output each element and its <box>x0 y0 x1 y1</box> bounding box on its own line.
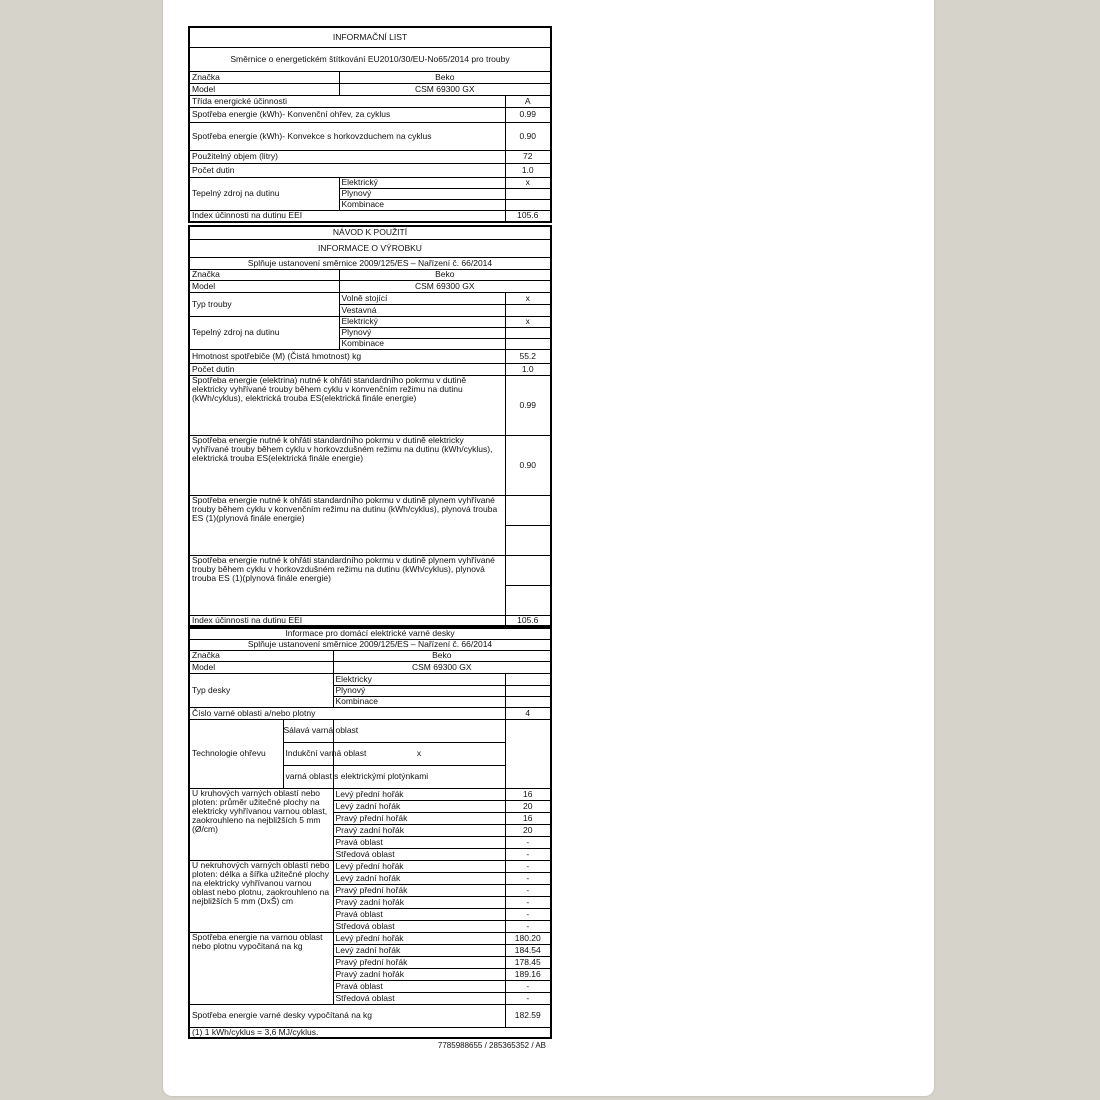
zone-groups <box>189 788 551 1004</box>
hob-type-mark <box>505 673 551 685</box>
round-zone-name: Středová oblast <box>333 848 505 860</box>
heat-option: Kombinace <box>339 199 505 210</box>
es-elec-conv-label: Spotřeba energie (elektrina) nutné k ohřáti standardního pokrmu v dutině elektricky vyhřívané trouby během cyklu v konvenčním režimu na dutinu (kWh/cyklus), elektrická trouba ES(elektrická finále energie) <box>189 375 505 435</box>
hob-title: Informace pro domácí elektrické varné desky <box>189 628 551 639</box>
round-zone-value: 20 <box>505 824 551 836</box>
consumption-zone-name: Pravá oblast <box>333 980 505 992</box>
es-gas-conv-label: Spotřeba energie nutné k ohřáti standardního pokrmu v dutině plynem vyhřívané trouby během cyklu v konvenčním režimu na dutinu (kWh/cyklus), plynová trouba ES (1)(plynová finále energie) <box>189 495 505 555</box>
oven-type-label: Typ trouby <box>189 292 339 316</box>
product-info-title: INFORMACE O VÝROBKU <box>189 239 551 257</box>
oven-type-option: Volně stojící <box>339 292 505 304</box>
es-elec-conv-value: 0.99 <box>505 375 551 435</box>
document-code: 7785988655 / 285365352 / AB <box>437 1041 546 1050</box>
consumption-zone-value: 189.16 <box>505 968 551 980</box>
brand-label: Značka <box>189 71 339 83</box>
energy-class-label: Třída energické účinnosti <box>189 95 505 107</box>
cavities-value: 1.0 <box>505 163 551 177</box>
heat-option-mark <box>505 327 551 338</box>
es-gas-fan-label: Spotřeba energie nutné k ohřáti standardního pokrmu v dutině plynem vyhřívané trouby během cyklu v horkovzdušném režimu na dutinu (kWh/cyklus), plynová trouba ES (1)(plynová finále energie) <box>189 555 505 615</box>
conv-label: Spotřeba energie (kWh)- Konvenční ohřev, za cyklus <box>189 107 505 122</box>
round-zone-name: Pravý zadní hořák <box>333 824 505 836</box>
round-zone-name: Pravý přední hořák <box>333 812 505 824</box>
oven-type-mark <box>505 304 551 316</box>
manual-table <box>188 225 552 627</box>
nonround-zone-value: - <box>505 872 551 884</box>
tech-label: Technologie ohřevu <box>189 719 283 788</box>
heat-option: Elektrický <box>339 177 505 188</box>
nonround-zone-name: Levý přední hořák <box>333 860 505 872</box>
round-zone-name: Pravá oblast <box>333 836 505 848</box>
volume-label: Použitelný objem (litry) <box>189 150 505 163</box>
nonround-zone-name: Středová oblast <box>333 920 505 932</box>
cavities-label: Počet dutin <box>189 163 505 177</box>
tech-option-mark: x <box>333 742 505 765</box>
consumption-zone-name: Levý přední hořák <box>333 932 505 944</box>
tech-option: Indukční varná oblast <box>283 742 333 765</box>
hob-type-option: Plynový <box>333 685 505 696</box>
consumption-zone-row <box>189 932 551 944</box>
model-value: CSM 69300 GX <box>339 83 551 95</box>
consumption-zone-label: Spotřeba energie na varnou oblast nebo plotnu vypočitaná na kg <box>189 932 333 1004</box>
es-elec-fan-label: Spotřeba energie nutné k ohřáti standardního pokrmu v dutině elektricky vyhřívané trouby během cyklu v horkovzdušném režimu na dutinu (kWh/cyklus), elektrická trouba ES(elektrická finále energie) <box>189 435 505 495</box>
nonround-zone-value: - <box>505 884 551 896</box>
heat-option-mark <box>505 188 551 199</box>
es-gas-fan-value2 <box>505 585 551 615</box>
heat-option-mark: x <box>505 316 551 327</box>
zones-value: 4 <box>505 707 551 719</box>
brand-value: Beko <box>339 269 551 280</box>
nonround-zone-value: - <box>505 920 551 932</box>
tech-option-label: Sálavá varná oblast <box>283 725 359 735</box>
oven-type-option: Vestavná <box>339 304 505 316</box>
round-zone-name: Levý zadní hořák <box>333 800 505 812</box>
round-zone-value: 20 <box>505 800 551 812</box>
heat-option: Kombinace <box>339 338 505 349</box>
manual-title: NÁVOD K POUŽITÍ <box>189 226 551 239</box>
model-label: Model <box>189 83 339 95</box>
round-zone-value: - <box>505 848 551 860</box>
model-value: CSM 69300 GX <box>339 280 551 292</box>
brand-label: Značka <box>189 269 339 280</box>
nonround-zone-value: - <box>505 908 551 920</box>
info-sheet-title: INFORMAČNÍ LIST <box>189 27 551 47</box>
consumption-zone-name: Pravý přední hořák <box>333 956 505 968</box>
heat-option-mark: x <box>505 177 551 188</box>
es-elec-fan-value: 0.90 <box>505 435 551 495</box>
round-zone-row <box>189 788 551 800</box>
footnote: (1) 1 kWh/cyklus = 3,6 MJ/cyklus. <box>189 1027 551 1038</box>
nonround-zone-name: Pravý přední hořák <box>333 884 505 896</box>
conv-value: 0.99 <box>505 107 551 122</box>
oven-type-mark: x <box>505 292 551 304</box>
hob-type-option: Elektricky <box>333 673 505 685</box>
volume-value: 72 <box>505 150 551 163</box>
tech-option-mark <box>333 719 505 742</box>
heat-option-mark <box>505 338 551 349</box>
info-sheet-table <box>188 26 552 223</box>
consumption-zone-value: 180.20 <box>505 932 551 944</box>
total-value: 182.59 <box>505 1004 551 1027</box>
zones-label: Číslo varné oblasti a/nebo plotny <box>189 707 505 719</box>
heat-option-mark <box>505 199 551 210</box>
product-fiche <box>188 26 550 1050</box>
model-label: Model <box>189 661 333 673</box>
round-zone-name: Levý přední hořák <box>333 788 505 800</box>
heat-source-label: Tepelný zdroj na dutinu <box>189 177 339 210</box>
consumption-zone-name: Levý zadní hořák <box>333 944 505 956</box>
es-gas-conv-value <box>505 495 551 525</box>
cavities-label: Počet dutin <box>189 363 505 375</box>
energy-class-value: A <box>505 95 551 107</box>
heat-source-label: Tepelný zdroj na dutinu <box>189 316 339 349</box>
eei-value: 105.6 <box>505 615 551 626</box>
nonround-zone-name: Levý zadní hořák <box>333 872 505 884</box>
total-label: Spotřeba energie varné desky vypočítaná na kg <box>189 1004 505 1027</box>
info-sheet-directive: Směrnice o energetickém štítkování EU2010/30/EU-No65/2014 pro trouby <box>189 47 551 71</box>
consumption-zone-value: 184.54 <box>505 944 551 956</box>
tech-option <box>283 719 359 742</box>
manual-directive: Splňuje ustanovení směrnice 2009/125/ES – Nařízení č. 66/2014 <box>189 257 551 269</box>
hob-type-label: Typ desky <box>189 673 333 707</box>
brand-label: Značka <box>189 650 333 661</box>
brand-value: Beko <box>339 71 551 83</box>
consumption-zone-value: - <box>505 992 551 1004</box>
nonround-zone-value: - <box>505 860 551 872</box>
cavities-value: 1.0 <box>505 363 551 375</box>
model-value: CSM 69300 GX <box>333 661 551 673</box>
consumption-zone-value: - <box>505 980 551 992</box>
nonround-zone-name: Pravý zadní hořák <box>333 896 505 908</box>
mass-value: 55.2 <box>505 349 551 363</box>
brand-value: Beko <box>333 650 551 661</box>
fan-value: 0.90 <box>505 122 551 150</box>
consumption-zone-name: Pravý zadní hořák <box>333 968 505 980</box>
heat-option: Elektrický <box>339 316 505 327</box>
model-label: Model <box>189 280 339 292</box>
mass-label: Hmotnost spotřebiče (M) (Čistá hmotnost) kg <box>189 349 505 363</box>
es-gas-conv-value2 <box>505 525 551 555</box>
round-zone-value: 16 <box>505 812 551 824</box>
hob-type-mark <box>505 685 551 696</box>
hob-directive: Splňuje ustanovení směrnice 2009/125/ES – Nařízení č. 66/2014 <box>189 639 551 650</box>
eei-label: Index účinnosti na dutinu EEI <box>189 615 505 626</box>
round-zone-value: 16 <box>505 788 551 800</box>
nonround-zone-row <box>189 860 551 872</box>
round-zone-label: U kruhových varných oblastí nebo ploten: průměr užitečné plochy na elektricky vyhřívanou varnou oblast, zaokrouhleno na nejbližších 5 mm (Ø/cm) <box>189 788 333 860</box>
fan-label: Spotřeba energie (kWh)- Konvekce s horkovzduchem na cyklus <box>189 122 505 150</box>
eei-value: 105.6 <box>505 210 551 222</box>
nonround-zone-name: Pravá oblast <box>333 908 505 920</box>
eei-label: Index účinnosti na dutinu EEI <box>189 210 505 222</box>
hob-type-option: Kombinace <box>333 696 505 707</box>
heat-option: Plynový <box>339 327 505 338</box>
consumption-zone-name: Středová oblast <box>333 992 505 1004</box>
hob-table <box>188 627 552 1039</box>
heat-option: Plynový <box>339 188 505 199</box>
es-gas-fan-value <box>505 555 551 585</box>
tech-option: varná oblast s elektrickými plotýnkami <box>283 765 333 788</box>
round-zone-value: - <box>505 836 551 848</box>
nonround-zone-label: U nekruhových varných oblastí nebo ploten: délka a šířka užitečné plochy na elektricky vyhřívanou varnou oblast nebo plotnu, zaokrouhleno na nejbližších 5 mm (DxŠ) cm <box>189 860 333 932</box>
nonround-zone-value: - <box>505 896 551 908</box>
consumption-zone-value: 178.45 <box>505 956 551 968</box>
hob-type-mark <box>505 696 551 707</box>
